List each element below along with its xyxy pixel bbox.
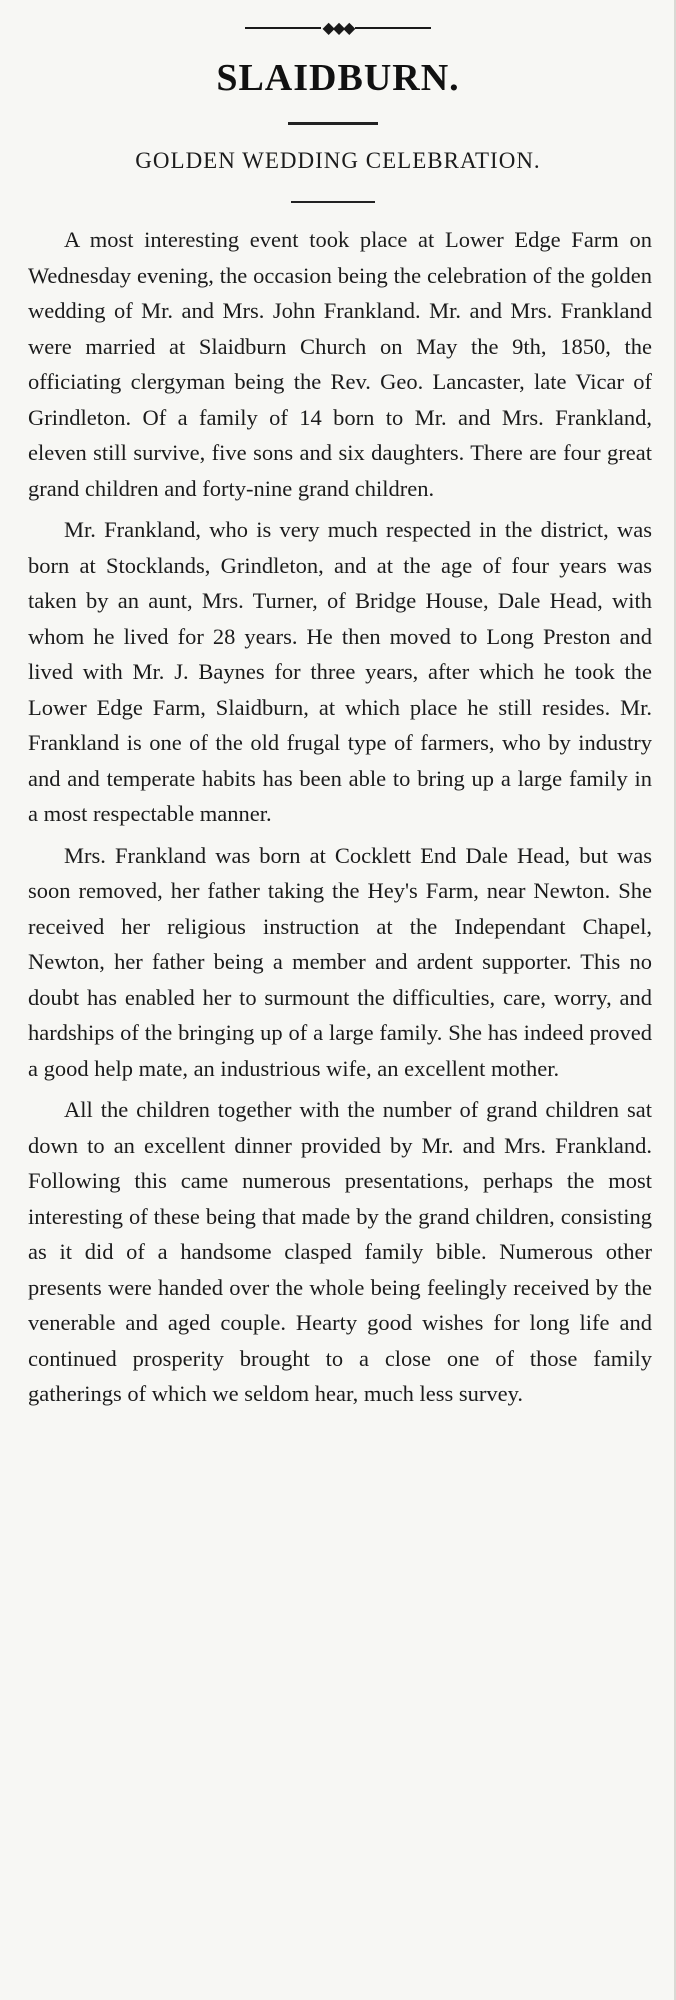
title-rule	[288, 122, 378, 125]
ornament-line-right	[355, 27, 431, 29]
paragraph: A most interesting event took place at Lower Edge Farm on Wednesday evening, the occasion being the celebration of the golden wedding of Mr. and Mrs. John Frankland. Mr. and Mrs. Frankland were married at Slaidburn Church on May the 9th, 1850, the officiating clergyman being the Rev. Geo. Lancaster, late Vicar of Grindleton. Of a family of 14 born to Mr. and Mrs. Frankland, eleven still survive, five sons and six daughters. There are four great grand children and forty-nine grand children.	[28, 227, 652, 501]
section-title: SLAIDBURN.	[216, 57, 460, 99]
ornament-line-left	[245, 27, 321, 29]
article-body	[28, 222, 652, 1418]
headline-rule	[291, 201, 375, 203]
ornamental-rule	[0, 18, 676, 38]
paragraph: Mr. Frankland, who is very much respected in the district, was born at Stocklands, Grindleton, and at the age of four years was taken by an aunt, Mrs. Turner, of Bridge House, Dale Head, with whom he lived for 28 years. He then moved to Long Preston and lived with Mr. J. Baynes for three years, after which he took the Lower Edge Farm, Slaidburn, at which place he still resides. Mr. Frankland is one of the old frugal type of farmers, who by industry and and temperate habits has been able to bring up a large family in a most respectable manner.	[28, 517, 652, 826]
paragraph: Mrs. Frankland was born at Cocklett End Dale Head, but was soon removed, her father taking the Hey's Farm, near Newton. She received her religious instruction at the Independant Chapel, Newton, her father being a member and ardent supporter. This no doubt has enabled her to surmount the difficulties, care, worry, and hardships of the bringing up of a large family. She has indeed proved a good help mate, an industrious wife, an excellent mother.	[28, 842, 652, 1081]
diamond-ornament-icon: ◆◆◆	[322, 18, 354, 37]
paragraph: All the children together with the number of grand children sat down to an excellent dinner provided by Mr. and Mrs. Frankland. Following this came numerous presentations, perhaps the most interesting of these being that made by the grand children, consisting as it did of a handsome clasped family bible. Numerous other presents were handed over the whole being feelingly received by the venerable and aged couple. Hearty good wishes for long life and continued prosperity brought to a close one of those family gatherings of which we seldom hear, much less survey.	[28, 1097, 652, 1406]
article-headline: GOLDEN WEDDING CELEBRATION.	[135, 148, 541, 173]
